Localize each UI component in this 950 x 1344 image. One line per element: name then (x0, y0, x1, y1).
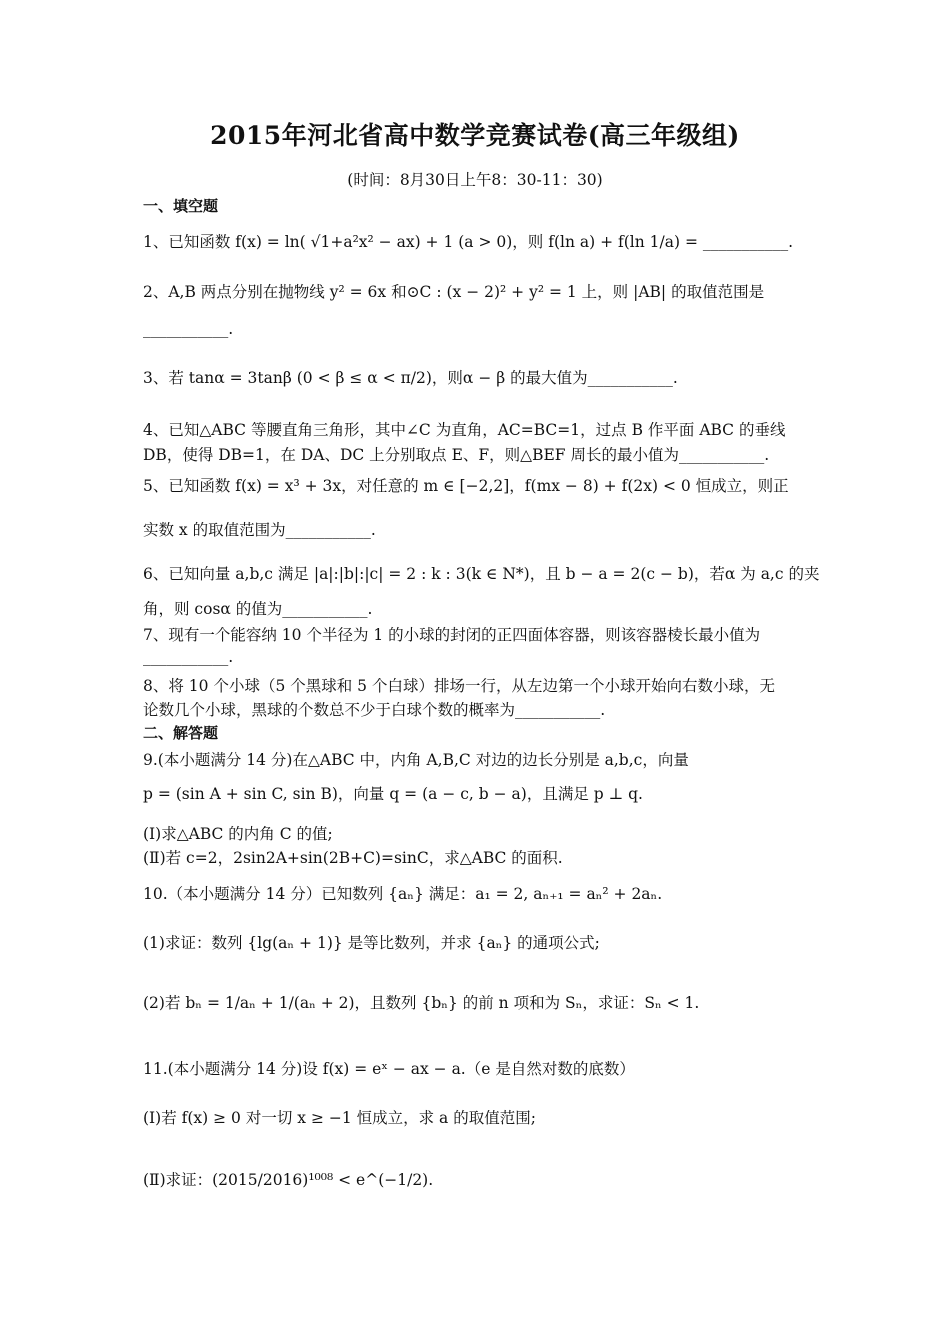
question-1: 1、已知函数 f(x) = ln( √1+a²x² − ax) + 1 (a > 0)，则 f(ln a) + f(ln 1/a) = ___________. (143, 233, 794, 251)
question-10-part-1: (1)求证：数列 {lg(aₙ + 1)} 是等比数列，并求 {aₙ} 的通项公式; (143, 934, 600, 952)
question-5-line-2: 实数 x 的取值范围为___________. (143, 521, 376, 539)
question-11-line-1: 11.(本小题满分 14 分)设 f(x) = eˣ − ax − a.（e 是自然对数的底数） (143, 1060, 635, 1078)
question-7-line-1: 7、现有一个能容纳 10 个半径为 1 的小球的封闭的正四面体容器，则该容器棱长最小值为 (143, 626, 761, 644)
question-4-line-1: 4、已知△ABC 等腰直角三角形，其中∠C 为直角，AC=BC=1，过点 B 作平面 ABC 的垂线 (143, 421, 786, 439)
question-2-line-2: ___________. (143, 320, 234, 338)
question-5-line-1: 5、已知函数 f(x) = x³ + 3x，对任意的 m ∈ [−2,2]，f(mx − 8) + f(2x) < 0 恒成立，则正 (143, 477, 789, 495)
question-3: 3、若 tanα = 3tanβ (0 < β ≤ α < π/2)，则α − β 的最大值为___________. (143, 369, 678, 387)
question-8-line-1: 8、将 10 个小球（5 个黑球和 5 个白球）排场一行，从左边第一个小球开始向右数小球，无 (143, 677, 775, 695)
question-6-line-1: 6、已知向量 a,b,c 满足 |a|:|b|:|c| = 2 : k : 3(k ∈ N*)，且 b − a = 2(c − b)，若α 为 a,c 的夹 (143, 565, 820, 583)
question-6-line-2: 角，则 cosα 的值为___________. (143, 600, 373, 618)
question-11-part-2: (Ⅱ)求证：(2015/2016)¹⁰⁰⁸ < e^(−1/2). (143, 1171, 434, 1189)
section-fill-in: 一、填空题 (143, 197, 219, 215)
question-9-line-1: 9.(本小题满分 14 分)在△ABC 中，内角 A,B,C 对边的边长分别是 a,b,c，向量 (143, 751, 689, 769)
question-10-line-1: 10.（本小题满分 14 分）已知数列 {aₙ} 满足：a₁ = 2, aₙ₊₁ = aₙ² + 2aₙ. (143, 885, 663, 903)
page-title: 2015年河北省高中数学竞赛试卷(高三年级组) (210, 121, 740, 150)
question-10-part-2: (2)若 bₙ = 1/aₙ + 1/(aₙ + 2)，且数列 {bₙ} 的前 n 项和为 Sₙ，求证：Sₙ < 1. (143, 994, 700, 1012)
exam-time: (时间：8月30日上午8：30-11：30) (347, 171, 603, 189)
question-11-part-1: (Ⅰ)若 f(x) ≥ 0 对一切 x ≥ −1 恒成立，求 a 的取值范围; (143, 1109, 536, 1127)
section-problems: 二、解答题 (143, 724, 219, 742)
question-9-part-1: (Ⅰ)求△ABC 的内角 C 的值; (143, 825, 333, 843)
question-8-line-2: 论数几个小球，黑球的个数总不少于白球个数的概率为___________. (143, 701, 606, 719)
question-9-line-2: p = (sin A + sin C, sin B)，向量 q = (a − c, b − a)，且满足 p ⊥ q. (143, 785, 643, 803)
question-4-line-2: DB，使得 DB=1，在 DA、DC 上分别取点 E、F，则△BEF 周长的最小值为___________. (143, 446, 770, 464)
question-7-line-2: ___________. (143, 648, 234, 666)
question-2-line-1: 2、A,B 两点分别在抛物线 y² = 6x 和⊙C : (x − 2)² + y² = 1 上，则 |AB| 的取值范围是 (143, 283, 765, 301)
question-9-part-2: (Ⅱ)若 c=2，2sin2A+sin(2B+C)=sinC，求△ABC 的面积. (143, 849, 563, 867)
